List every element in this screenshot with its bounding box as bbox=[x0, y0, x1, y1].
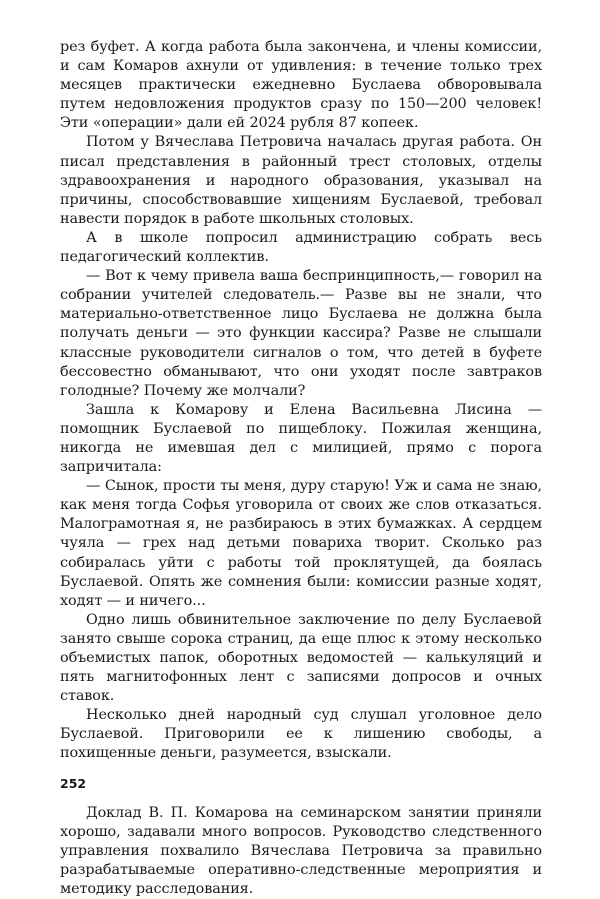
paragraph-1: рез буфет. А когда работа была закончена, и члены комиссии, и сам Комаров ахнули от удивления: в течение только трех месяцев практически ежедневно Буслаева обворовывала путем недовложения продуктов сразу по 150—200 человек! Эти «операции» дали ей 2024 рубля 87 копеек. bbox=[60, 39, 542, 132]
paragraph-8: Несколько дней народный суд слушал уголовное дело Буслаевой. Приговорили ее к лишению свободы, а похищенные деньги, разумеется, взыскали. bbox=[60, 707, 542, 762]
paragraph-9: Доклад В. П. Комарова на семинарском занятии приняли хорошо, задавали много вопросов. Руководство следственного управления похвалило Вячеслава Петровича за правильно разрабатываемые оперативно-следственные мероприятия и методику расследования. bbox=[60, 804, 542, 897]
paragraph-2: Потом у Вячеслава Петровича началась другая работа. Он писал представления в районный трест столовых, отделы здравоохранения и народного образования, указывал на причины, способствовавшие хищениям Буслаевой, требовал навести порядок в работе школьных столовых. bbox=[60, 134, 542, 227]
paragraph-6: — Сынок, прости ты меня, дуру старую! Уж и сама не знаю, как меня тогда Софья уговорила от своих же слов отказаться. Малограмотная я, не разбираюсь в этих бумажках. А сердцем чуяла — грех над детьми повариха творит. Сколько раз собиралась уйти с работы той проклятущей, да боялась Буслаевой. Опять же сомнения были: комиссии разные ходят, ходят — и ничего... bbox=[60, 478, 542, 609]
paragraph-4: — Вот к чему привела ваша беспринципность,— говорил на собрании учителей следователь.— Разве вы не знали, что материально-ответственное лицо Буслаева не должна была получать деньги — это функции кассира? Разве не слышали классные руководители сигналов о том, что детей в буфете бессовестно обманывают, что они уходят после завтраков голодные? Почему же молчали? bbox=[60, 268, 542, 399]
section-gap bbox=[60, 764, 542, 804]
paragraph-3: А в школе попросил администрацию собрать весь педагогический коллектив. bbox=[60, 229, 542, 266]
paragraph-5: Зашла к Комарову и Елена Васильевна Лисина — помощник Буслаевой по пищеблоку. Пожилая женщина, никогда не имевшая дел с милицией, прямо с порога запричитала: bbox=[60, 401, 542, 476]
paragraph-7: Одно лишь обвинительное заключение по делу Буслаевой занято свыше сорока страниц, да еще плюс к этому несколько объемистых папок, оборотных ведомостей — калькуляций и пять магнитофонных лент с записями допросов и очных ставок. bbox=[60, 611, 542, 705]
page-number: 252 bbox=[60, 776, 87, 791]
page-body bbox=[60, 38, 542, 899]
